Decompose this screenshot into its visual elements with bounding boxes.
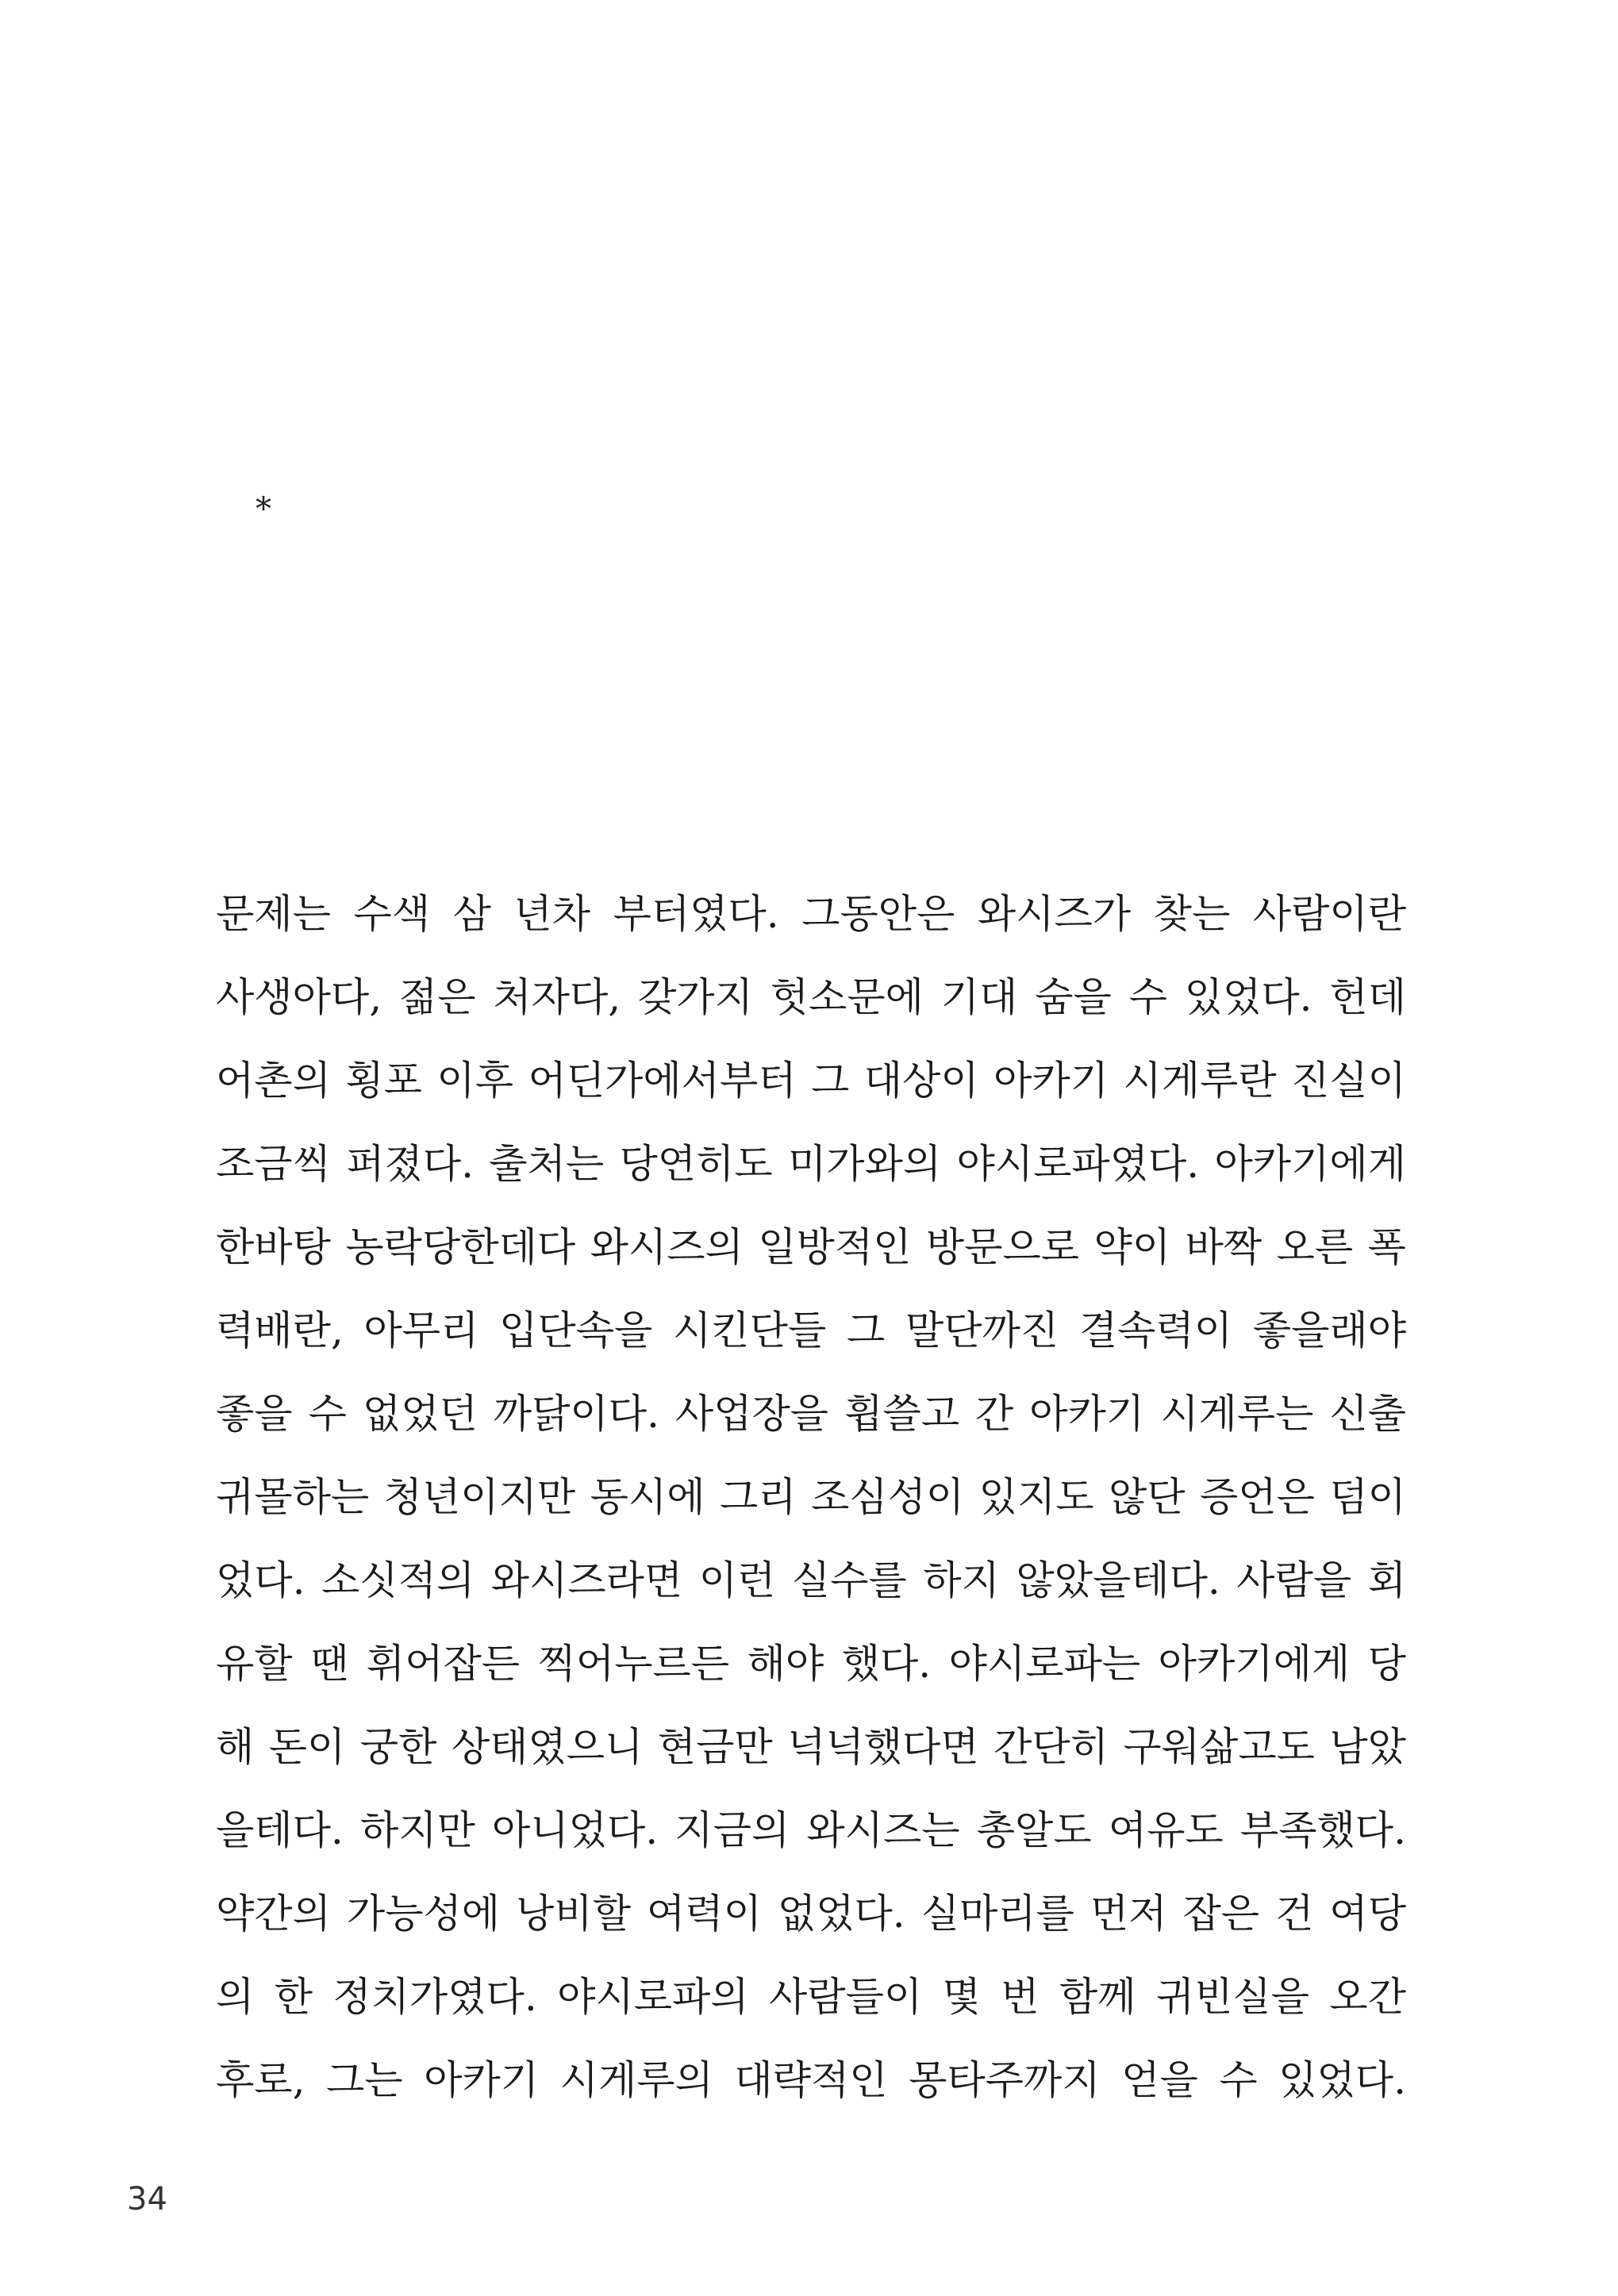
page-number: 34 (127, 2181, 167, 2217)
text-line: 의 한 정치가였다. 야시로파의 사람들이 몇 번 함께 귀빈실을 오간 (216, 1974, 1407, 2020)
body-paragraph (216, 873, 1406, 2122)
text-line: 문제는 수색 삼 년차 부터였다. 그동안은 와시즈가 찾는 사람이란 (216, 891, 1406, 937)
text-line: 사생아다, 젊은 처자다, 갖가지 헛소문에 기대 숨을 수 있었다. 헌데 (216, 974, 1406, 1020)
text-line: 귀몰하는 청년이지만 동시에 그리 조심성이 있지도 않단 증언은 덤이 (216, 1474, 1406, 1520)
text-line: 어촌의 횡포 이후 어딘가에서부터 그 대상이 아카기 시게루란 진실이 (216, 1058, 1406, 1104)
section-break-asterisk: * (256, 491, 271, 528)
text-line: 력배란, 아무리 입단속을 시킨단들 그 말단까진 결속력이 좋을래야 (216, 1307, 1406, 1353)
text-line: 해 돈이 궁한 상태였으니 현금만 넉넉했다면 간단히 구워삶고도 남았 (216, 1724, 1406, 1770)
text-line: 한바탕 농락당한데다 와시즈의 일방적인 방문으로 약이 바짝 오른 폭 (216, 1224, 1406, 1270)
text-line: 약간의 가능성에 낭비할 여력이 없었다. 실마리를 먼저 잡은 건 여당 (216, 1891, 1406, 1937)
text-line: 조금씩 퍼졌다. 출처는 당연히도 미가와의 야시로파였다. 아카기에게 (216, 1141, 1406, 1187)
text-line: 을테다. 하지만 아니었다. 지금의 와시즈는 총알도 여유도 부족했다. (216, 1807, 1406, 1853)
text-line: 유할 땐 휘어잡든 찍어누르든 해야 했다. 야시로파는 아카기에게 당 (216, 1641, 1406, 1687)
text-line: 좋을 수 없었던 까닭이다. 사업장을 휩쓸고 간 아카기 시게루는 신출 (216, 1391, 1406, 1437)
text-line: 후로, 그는 아카기 시게루의 대략적인 몽타주까지 얻을 수 있었다. (216, 2057, 1406, 2103)
text-line: 었다. 소싯적의 와시즈라면 이런 실수를 하지 않았을테다. 사람을 회 (216, 1557, 1406, 1603)
